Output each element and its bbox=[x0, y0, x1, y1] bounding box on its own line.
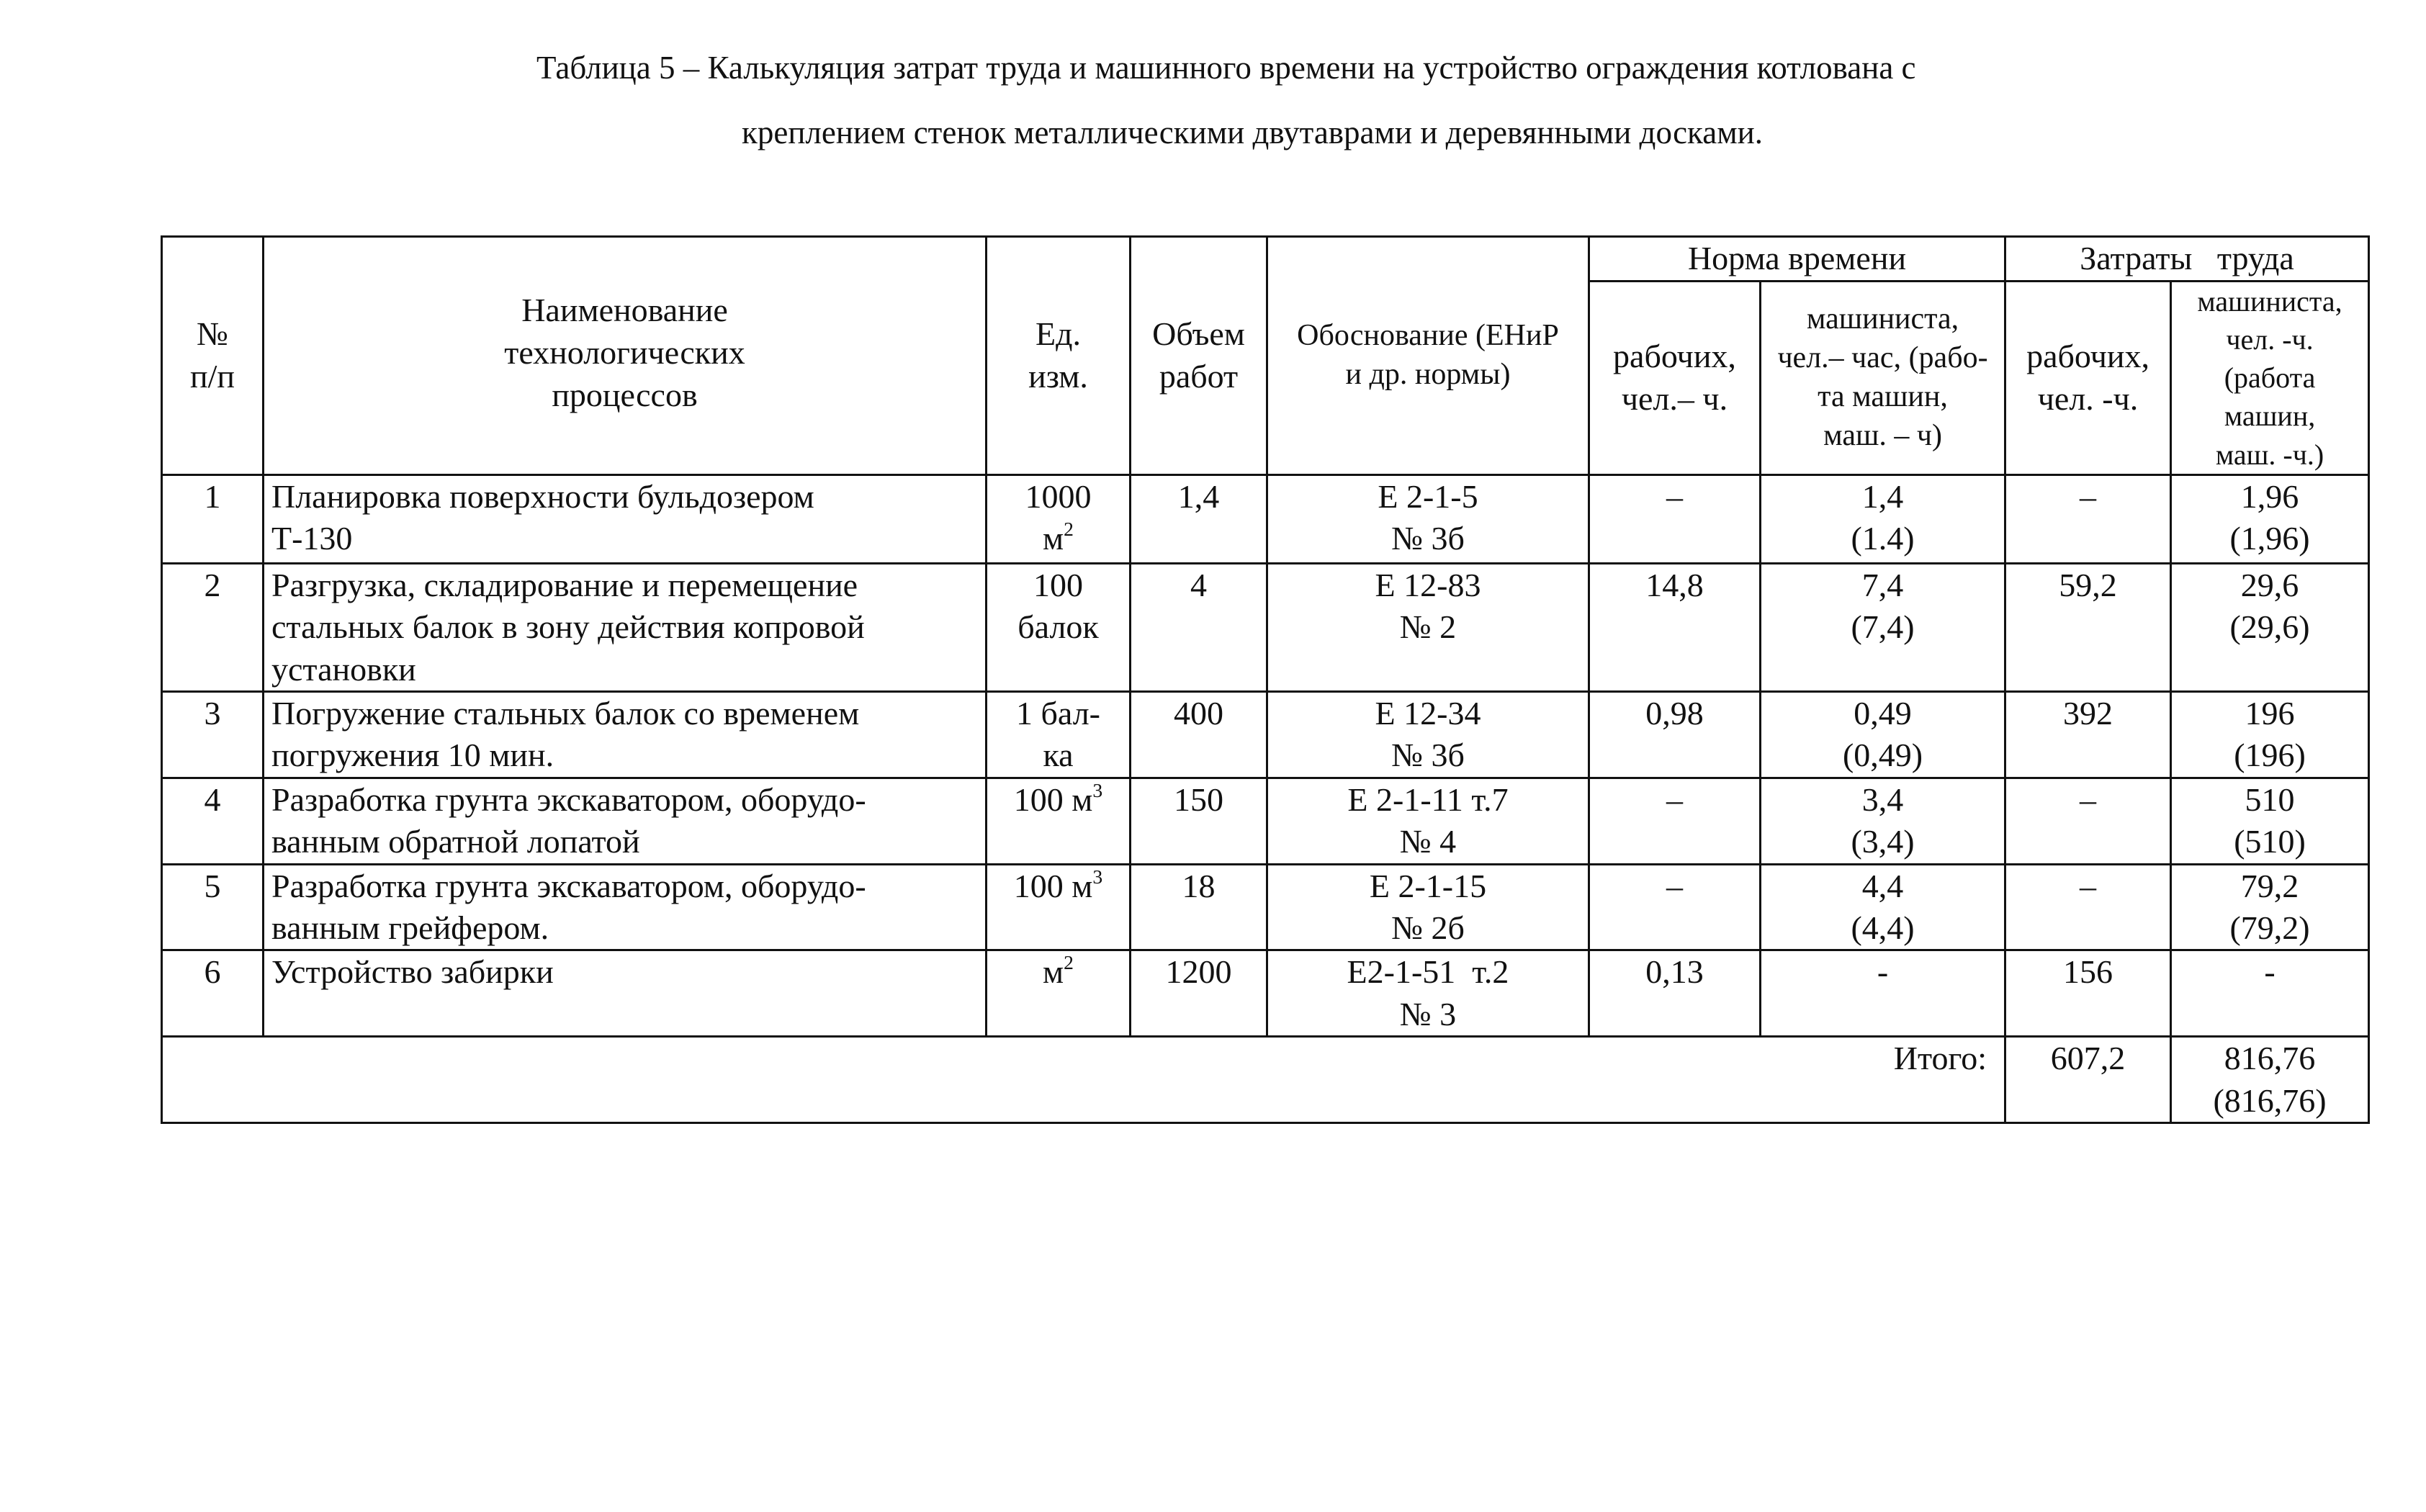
cell-norm-machinist: 7,4 (7,4) bbox=[1761, 563, 2005, 691]
header-basis: Обоснование (ЕНиР и др. нормы) bbox=[1267, 237, 1589, 475]
total-row bbox=[162, 1037, 2369, 1123]
cell-cost-workers: 59,2 bbox=[2005, 563, 2171, 691]
cell-name: Разработка грунта экскаватором, оборудо- ванным обратной лопатой bbox=[264, 778, 987, 864]
cell-name: Разгрузка, складирование и перемещение стальных балок в зону действия копровой установки bbox=[264, 563, 987, 691]
cell-norm-workers: – bbox=[1589, 864, 1761, 950]
total-cost-machinist: 816,76 (816,76) bbox=[2171, 1037, 2369, 1123]
total-cost-workers: 607,2 bbox=[2005, 1037, 2171, 1123]
table-row bbox=[162, 950, 2369, 1037]
table-row bbox=[162, 778, 2369, 864]
cell-basis: Е 2-1-5 № 3б bbox=[1267, 474, 1589, 563]
cell-volume: 1200 bbox=[1131, 950, 1267, 1037]
cell-unit: $м^2$ bbox=[987, 950, 1131, 1037]
cell-norm-workers: – bbox=[1589, 474, 1761, 563]
cell-volume: 400 bbox=[1131, 692, 1267, 778]
header-cost-workers: рабочих, чел. -ч. bbox=[2005, 281, 2171, 474]
cell-norm-workers: 14,8 bbox=[1589, 563, 1761, 691]
cell-name: Разработка грунта экскаватором, оборудо- ванным грейфером. bbox=[264, 864, 987, 950]
cell-cost-workers: 392 bbox=[2005, 692, 2171, 778]
cell-unit: 100 балок bbox=[987, 563, 1131, 691]
cell-cost-machinist: - bbox=[2171, 950, 2369, 1037]
cell-name: Устройство забирки bbox=[264, 950, 987, 1037]
cell-basis: Е 2-1-15 № 2б bbox=[1267, 864, 1589, 950]
header-norm-workers: рабочих, чел.– ч. bbox=[1589, 281, 1761, 474]
table-row bbox=[162, 864, 2369, 950]
header-name: Наименование технологических процессов bbox=[264, 237, 987, 475]
cell-norm-machinist: 0,49 (0,49) bbox=[1761, 692, 2005, 778]
cell-unit: 100 $м^3$ bbox=[987, 864, 1131, 950]
header-norm-group: Норма времени bbox=[1589, 237, 2005, 282]
cell-num: 3 bbox=[162, 692, 264, 778]
cell-basis: Е2-1-51 т.2 № 3 bbox=[1267, 950, 1589, 1037]
cell-name: Планировка поверхности бульдозером Т-130 bbox=[264, 474, 987, 563]
cell-norm-workers: 0,98 bbox=[1589, 692, 1761, 778]
table-caption-line-1: Таблица 5 – Калькуляция затрат труда и машинного времени на устройство ограждения котлована с bbox=[536, 50, 1916, 86]
cell-num: 5 bbox=[162, 864, 264, 950]
header-norm-machinist: машиниста, чел.– час, (рабо- та машин, маш. – ч) bbox=[1761, 281, 2005, 474]
cell-cost-machinist: 79,2 (79,2) bbox=[2171, 864, 2369, 950]
cell-cost-workers: – bbox=[2005, 778, 2171, 864]
total-label: Итого: bbox=[162, 1037, 2005, 1123]
cell-cost-machinist: 196 (196) bbox=[2171, 692, 2369, 778]
table-caption-line-2: креплением стенок металлическими двутаврами и деревянными досками. bbox=[742, 114, 1764, 150]
cell-cost-machinist: 510 (510) bbox=[2171, 778, 2369, 864]
cell-unit: 1000 $м^2$ bbox=[987, 474, 1131, 563]
cell-norm-machinist: 3,4 (3,4) bbox=[1761, 778, 2005, 864]
labor-cost-table bbox=[161, 235, 2370, 1124]
cell-volume: 4 bbox=[1131, 563, 1267, 691]
cell-cost-machinist: 29,6 (29,6) bbox=[2171, 563, 2369, 691]
cell-num: 2 bbox=[162, 563, 264, 691]
cell-norm-machinist: 1,4 (1.4) bbox=[1761, 474, 2005, 563]
cell-unit: 100 $м^3$ bbox=[987, 778, 1131, 864]
cell-basis: Е 12-34 № 3б bbox=[1267, 692, 1589, 778]
cell-volume: 18 bbox=[1131, 864, 1267, 950]
cell-basis: Е 12-83 № 2 bbox=[1267, 563, 1589, 691]
cell-cost-workers: – bbox=[2005, 864, 2171, 950]
cell-cost-workers: – bbox=[2005, 474, 2171, 563]
cell-basis: Е 2-1-11 т.7 № 4 bbox=[1267, 778, 1589, 864]
cell-cost-workers: 156 bbox=[2005, 950, 2171, 1037]
cell-num: 6 bbox=[162, 950, 264, 1037]
cell-norm-workers: 0,13 bbox=[1589, 950, 1761, 1037]
table-row bbox=[162, 474, 2369, 563]
header-cost-group: Затраты труда bbox=[2005, 237, 2369, 282]
cell-name: Погружение стальных балок со временем погружения 10 мин. bbox=[264, 692, 987, 778]
cell-norm-machinist: - bbox=[1761, 950, 2005, 1037]
table-row bbox=[162, 563, 2369, 691]
header-unit: Ед. изм. bbox=[987, 237, 1131, 475]
header-cost-machinist: машиниста, чел. -ч. (работа машин, маш. -ч.) bbox=[2171, 281, 2369, 474]
cell-norm-workers: – bbox=[1589, 778, 1761, 864]
header-volume: Объем работ bbox=[1131, 237, 1267, 475]
cell-cost-machinist: 1,96 (1,96) bbox=[2171, 474, 2369, 563]
cell-norm-machinist: 4,4 (4,4) bbox=[1761, 864, 2005, 950]
cell-volume: 150 bbox=[1131, 778, 1267, 864]
cell-num: 4 bbox=[162, 778, 264, 864]
table-row bbox=[162, 692, 2369, 778]
cell-volume: 1,4 bbox=[1131, 474, 1267, 563]
cell-num: 1 bbox=[162, 474, 264, 563]
header-num: № п/п bbox=[162, 237, 264, 475]
cell-unit: 1 бал- ка bbox=[987, 692, 1131, 778]
